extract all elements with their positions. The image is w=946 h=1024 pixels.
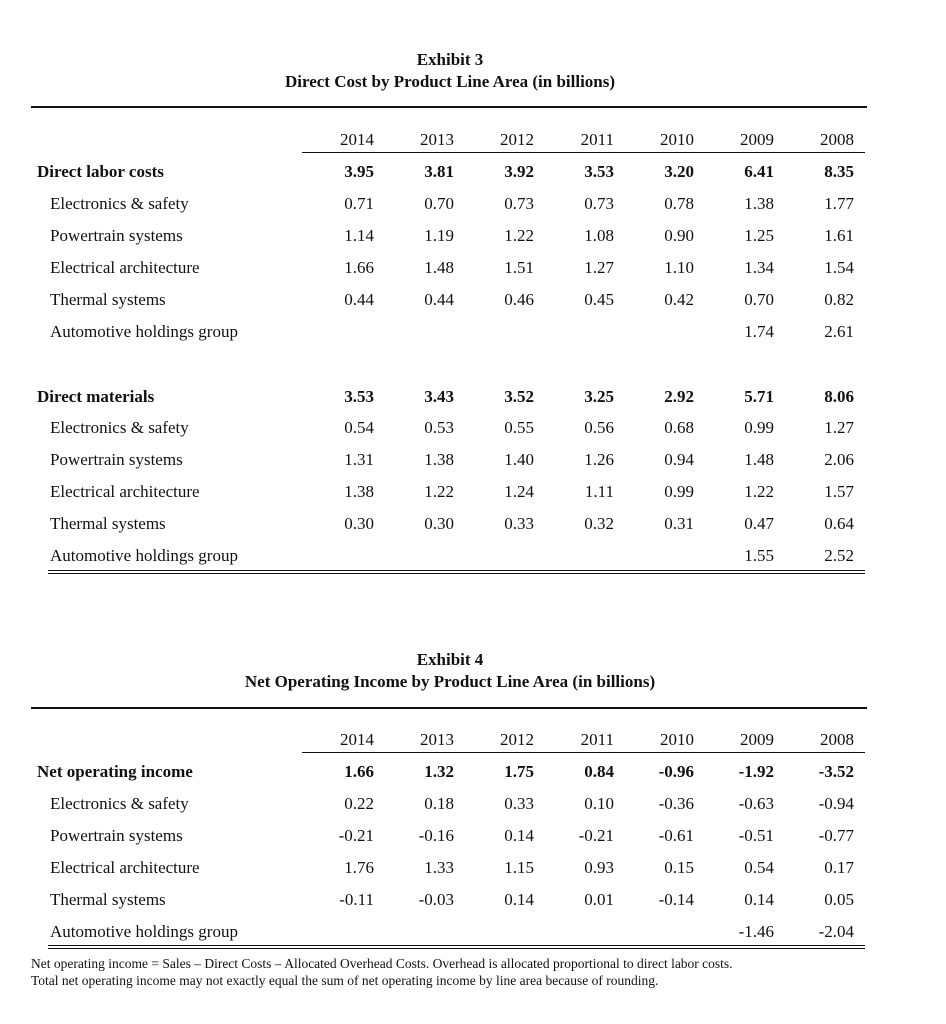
table-row-materials-electrical-architecture bbox=[0, 480, 946, 504]
value-2010: 0.31 bbox=[664, 514, 694, 533]
year-header-2011: 2011 bbox=[580, 730, 614, 749]
value-2014: 0.22 bbox=[344, 794, 374, 813]
exhibit3-title: Exhibit 3 bbox=[416, 50, 484, 69]
year-header-2012: 2012 bbox=[500, 730, 534, 749]
table-row-materials-powertrain-systems bbox=[0, 448, 946, 472]
value-2014: -0.11 bbox=[339, 890, 374, 909]
value-2013: 0.53 bbox=[424, 418, 454, 437]
table-row-income-powertrain-systems bbox=[0, 824, 946, 848]
value-2014: 1.38 bbox=[344, 482, 374, 501]
value-2010: 0.94 bbox=[664, 450, 694, 469]
value-2009: 1.25 bbox=[744, 226, 774, 245]
value-2010: 0.42 bbox=[664, 290, 694, 309]
value-2010: -0.36 bbox=[658, 794, 694, 813]
exhibit3-top-rule bbox=[31, 106, 867, 108]
footnote-rounding: Total net operating income may not exactly equal the sum of net operating income by line area because of rounding. bbox=[31, 973, 659, 988]
value-2013: 0.18 bbox=[424, 794, 454, 813]
value-2009: 6.41 bbox=[744, 162, 774, 181]
value-2010: 0.68 bbox=[664, 418, 694, 437]
row-label: Powertrain systems bbox=[50, 826, 183, 845]
value-2008: 8.06 bbox=[824, 387, 854, 406]
value-2013: 1.33 bbox=[424, 858, 454, 877]
value-2011: 0.45 bbox=[584, 290, 614, 309]
row-label: Thermal systems bbox=[50, 290, 166, 309]
value-2011: 3.53 bbox=[584, 162, 614, 181]
value-2009: 0.14 bbox=[744, 890, 774, 909]
value-2014: 0.30 bbox=[344, 514, 374, 533]
table-row-materials-thermal-systems bbox=[0, 512, 946, 536]
value-2013: 0.44 bbox=[424, 290, 454, 309]
row-label: Electronics & safety bbox=[50, 194, 189, 213]
value-2008: 0.82 bbox=[824, 290, 854, 309]
year-header-2014: 2014 bbox=[340, 730, 374, 749]
year-header-2011: 2011 bbox=[580, 130, 614, 149]
year-header-2009: 2009 bbox=[740, 130, 774, 149]
value-2008: 2.52 bbox=[824, 546, 854, 565]
exhibit3-year-header bbox=[0, 128, 946, 152]
value-2009: 0.99 bbox=[744, 418, 774, 437]
value-2013: 1.38 bbox=[424, 450, 454, 469]
value-2014: 3.95 bbox=[344, 162, 374, 181]
value-2011: 1.11 bbox=[584, 482, 614, 501]
value-2009: 1.22 bbox=[744, 482, 774, 501]
value-2014: 1.66 bbox=[344, 258, 374, 277]
value-2008: 1.57 bbox=[824, 482, 854, 501]
row-label: Automotive holdings group bbox=[50, 322, 238, 341]
value-2008: 2.61 bbox=[824, 322, 854, 341]
value-2012: 0.33 bbox=[504, 514, 534, 533]
value-2008: 1.54 bbox=[824, 258, 854, 277]
year-header-2012: 2012 bbox=[500, 130, 534, 149]
exhibit4-bottom-rule bbox=[48, 945, 865, 949]
value-2009: -1.46 bbox=[738, 922, 774, 941]
year-header-2014: 2014 bbox=[340, 130, 374, 149]
value-2008: 1.27 bbox=[824, 418, 854, 437]
table-row-labor-electrical-architecture bbox=[0, 256, 946, 280]
value-2010: -0.61 bbox=[658, 826, 694, 845]
value-2012: 1.40 bbox=[504, 450, 534, 469]
value-2012: 3.52 bbox=[504, 387, 534, 406]
exhibit3-header-rule bbox=[302, 152, 865, 153]
value-2014: -0.21 bbox=[338, 826, 374, 845]
year-header-2009: 2009 bbox=[740, 730, 774, 749]
row-label: Automotive holdings group bbox=[50, 546, 238, 565]
row-label: Net operating income bbox=[37, 762, 193, 781]
value-2010: 1.10 bbox=[664, 258, 694, 277]
value-2012: 1.24 bbox=[504, 482, 534, 501]
value-2011: 0.10 bbox=[584, 794, 614, 813]
value-2014: 0.54 bbox=[344, 418, 374, 437]
table-row-income-thermal-systems bbox=[0, 888, 946, 912]
value-2014: 0.71 bbox=[344, 194, 374, 213]
value-2012: 0.73 bbox=[504, 194, 534, 213]
value-2013: 1.48 bbox=[424, 258, 454, 277]
value-2009: 1.38 bbox=[744, 194, 774, 213]
row-label: Electrical architecture bbox=[50, 258, 200, 277]
value-2013: 3.81 bbox=[424, 162, 454, 181]
exhibit4-top-rule bbox=[31, 707, 867, 709]
value-2008: 0.64 bbox=[824, 514, 854, 533]
exhibit4-subtitle: Net Operating Income by Product Line Area (in billions) bbox=[244, 672, 656, 691]
value-2011: 0.01 bbox=[584, 890, 614, 909]
value-2008: 2.06 bbox=[824, 450, 854, 469]
value-2011: 3.25 bbox=[584, 387, 614, 406]
value-2011: 0.93 bbox=[584, 858, 614, 877]
value-2008: 0.05 bbox=[824, 890, 854, 909]
table-row-direct-materials bbox=[0, 385, 946, 409]
row-label: Electronics & safety bbox=[50, 794, 189, 813]
exhibit3-subtitle: Direct Cost by Product Line Area (in billions) bbox=[284, 72, 616, 91]
value-2013: 1.19 bbox=[424, 226, 454, 245]
exhibit4-year-header bbox=[0, 728, 946, 752]
value-2011: 1.08 bbox=[584, 226, 614, 245]
row-label: Powertrain systems bbox=[50, 226, 183, 245]
value-2010: 0.90 bbox=[664, 226, 694, 245]
row-label: Powertrain systems bbox=[50, 450, 183, 469]
row-label: Direct labor costs bbox=[37, 162, 164, 181]
value-2013: 1.22 bbox=[424, 482, 454, 501]
value-2008: 1.77 bbox=[824, 194, 854, 213]
table-row-income-electronics-safety bbox=[0, 792, 946, 816]
value-2010: 0.78 bbox=[664, 194, 694, 213]
year-header-2013: 2013 bbox=[420, 730, 454, 749]
value-2012: 3.92 bbox=[504, 162, 534, 181]
exhibit3-bottom-rule bbox=[48, 570, 865, 574]
value-2014: 1.76 bbox=[344, 858, 374, 877]
value-2014: 3.53 bbox=[344, 387, 374, 406]
table-row-income-automotive-holdings-group bbox=[0, 920, 946, 944]
year-header-2008: 2008 bbox=[820, 130, 854, 149]
value-2011: 0.56 bbox=[584, 418, 614, 437]
value-2011: 1.26 bbox=[584, 450, 614, 469]
value-2013: 0.30 bbox=[424, 514, 454, 533]
row-label: Electronics & safety bbox=[50, 418, 189, 437]
table-row-labor-powertrain-systems bbox=[0, 224, 946, 248]
value-2008: -0.94 bbox=[818, 794, 854, 813]
year-header-2013: 2013 bbox=[420, 130, 454, 149]
value-2011: 0.84 bbox=[584, 762, 614, 781]
table-row-labor-electronics-safety bbox=[0, 192, 946, 216]
year-header-2010: 2010 bbox=[660, 730, 694, 749]
value-2012: 0.14 bbox=[504, 890, 534, 909]
value-2013: 3.43 bbox=[424, 387, 454, 406]
value-2009: 1.34 bbox=[744, 258, 774, 277]
value-2009: 1.55 bbox=[744, 546, 774, 565]
value-2012: 1.51 bbox=[504, 258, 534, 277]
value-2012: 0.55 bbox=[504, 418, 534, 437]
value-2009: 1.74 bbox=[744, 322, 774, 341]
value-2012: 0.46 bbox=[504, 290, 534, 309]
value-2012: 1.22 bbox=[504, 226, 534, 245]
value-2008: -2.04 bbox=[818, 922, 854, 941]
value-2012: 0.14 bbox=[504, 826, 534, 845]
value-2010: -0.96 bbox=[658, 762, 694, 781]
value-2008: -3.52 bbox=[818, 762, 854, 781]
value-2010: 0.15 bbox=[664, 858, 694, 877]
value-2013: 1.32 bbox=[424, 762, 454, 781]
row-label: Automotive holdings group bbox=[50, 922, 238, 941]
value-2011: 1.27 bbox=[584, 258, 614, 277]
value-2013: -0.16 bbox=[418, 826, 454, 845]
value-2009: 5.71 bbox=[744, 387, 774, 406]
table-row-direct-labor-costs bbox=[0, 160, 946, 184]
value-2009: 0.47 bbox=[744, 514, 774, 533]
value-2012: 1.15 bbox=[504, 858, 534, 877]
value-2011: 0.32 bbox=[584, 514, 614, 533]
value-2009: -0.63 bbox=[738, 794, 774, 813]
value-2011: 0.73 bbox=[584, 194, 614, 213]
year-header-2010: 2010 bbox=[660, 130, 694, 149]
value-2010: 2.92 bbox=[664, 387, 694, 406]
year-header-2008: 2008 bbox=[820, 730, 854, 749]
value-2008: 1.61 bbox=[824, 226, 854, 245]
footnote-definition: Net operating income = Sales – Direct Costs – Allocated Overhead Costs. Overhead is allocated proportional to direct labor costs. bbox=[31, 956, 733, 971]
value-2009: 0.54 bbox=[744, 858, 774, 877]
value-2013: 0.70 bbox=[424, 194, 454, 213]
value-2014: 0.44 bbox=[344, 290, 374, 309]
exhibit4-header-rule bbox=[302, 752, 865, 753]
value-2009: 0.70 bbox=[744, 290, 774, 309]
value-2008: 0.17 bbox=[824, 858, 854, 877]
table-row-net-operating-income bbox=[0, 760, 946, 784]
row-label: Thermal systems bbox=[50, 890, 166, 909]
value-2008: 8.35 bbox=[824, 162, 854, 181]
value-2012: 0.33 bbox=[504, 794, 534, 813]
value-2014: 1.66 bbox=[344, 762, 374, 781]
value-2010: -0.14 bbox=[658, 890, 694, 909]
value-2010: 3.20 bbox=[664, 162, 694, 181]
table-row-materials-electronics-safety bbox=[0, 416, 946, 440]
table-row-materials-automotive-holdings-group bbox=[0, 544, 946, 568]
row-label: Direct materials bbox=[37, 387, 155, 406]
value-2014: 1.14 bbox=[344, 226, 374, 245]
table-row-labor-automotive-holdings-group bbox=[0, 320, 946, 344]
exhibit4-title: Exhibit 4 bbox=[416, 650, 484, 669]
table-row-income-electrical-architecture bbox=[0, 856, 946, 880]
row-label: Thermal systems bbox=[50, 514, 166, 533]
value-2010: 0.99 bbox=[664, 482, 694, 501]
value-2012: 1.75 bbox=[504, 762, 534, 781]
table-row-labor-thermal-systems bbox=[0, 288, 946, 312]
value-2013: -0.03 bbox=[418, 890, 454, 909]
value-2009: 1.48 bbox=[744, 450, 774, 469]
value-2011: -0.21 bbox=[578, 826, 614, 845]
value-2009: -1.92 bbox=[738, 762, 774, 781]
row-label: Electrical architecture bbox=[50, 858, 200, 877]
value-2008: -0.77 bbox=[818, 826, 854, 845]
value-2009: -0.51 bbox=[738, 826, 774, 845]
value-2014: 1.31 bbox=[344, 450, 374, 469]
row-label: Electrical architecture bbox=[50, 482, 200, 501]
